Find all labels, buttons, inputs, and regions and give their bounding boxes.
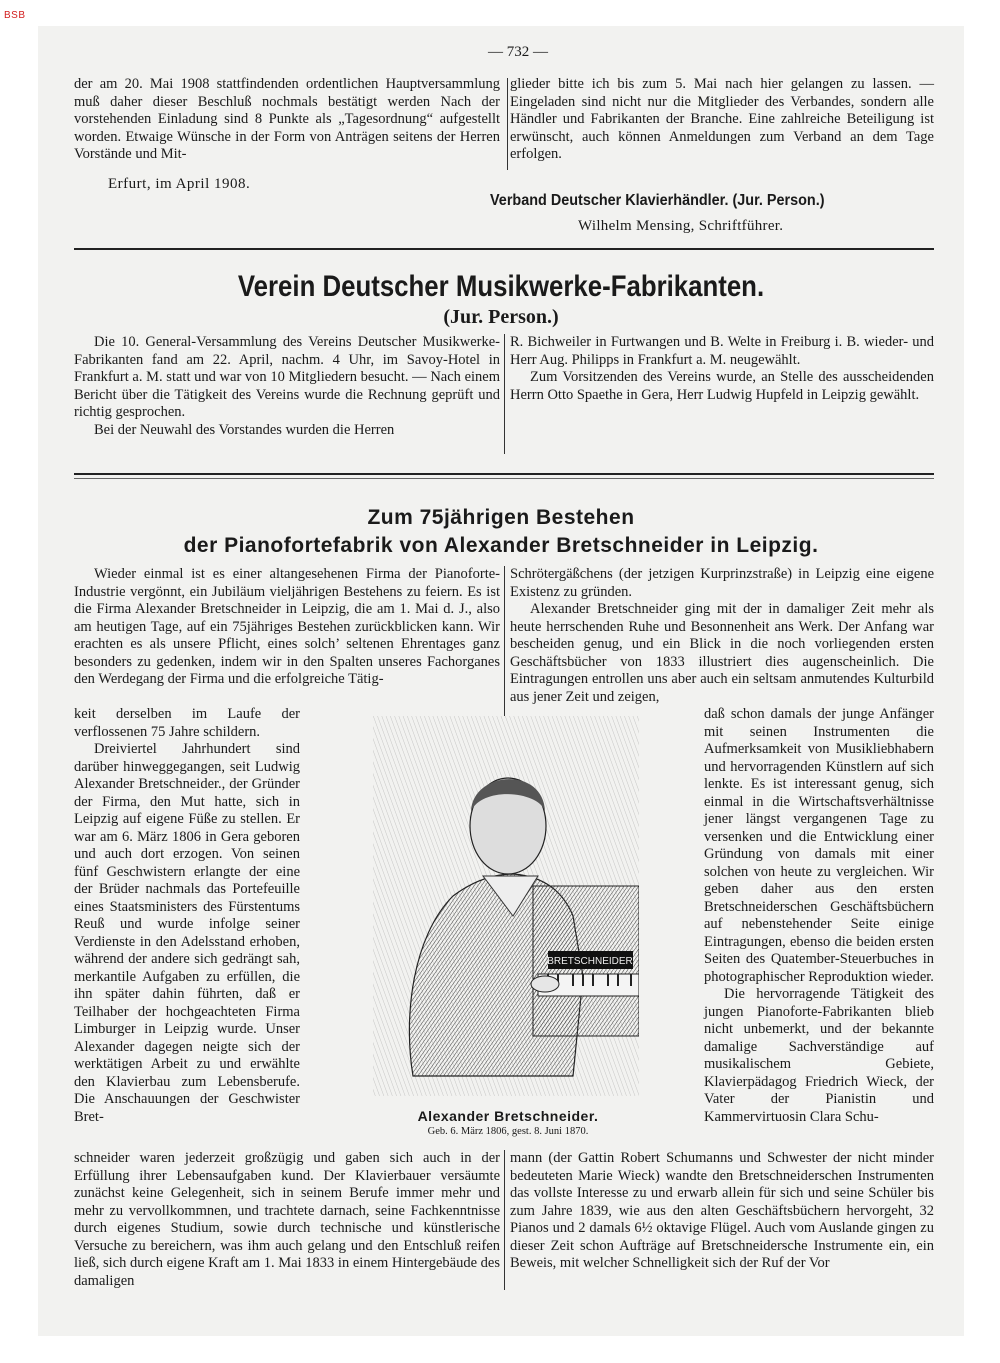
article-title-line-2: der Pianofortefabrik von Alexander Bretschneider in Leipzig. (183, 534, 819, 557)
top-right-column (510, 76, 934, 164)
paragraph: Schrötergäßchens (der jetzigen Kurprinzstraße) in Leipzig eine eigene Existenz zu gründen. (510, 566, 934, 600)
paragraph: Zum Vorsitzenden des Vereins wurde, an Stelle des ausscheidenden Herrn Otto Spaethe in Gera, Herr Ludwig Hupfeld in Leipzig gewählt. (510, 369, 934, 403)
column-divider (507, 78, 508, 170)
paragraph: schneider waren jederzeit großzügig und gaben sich auch in der Erfüllung ihrer Lebensaufgaben kund. Der Klavierbauer versäumte zunächst keine Gelegenheit, sich in seinem Berufe immer mehr und mehr zu vervollkommnen, und trachtete darnach, seine Fachkenntnisse durch eigenes Studium, sowie durch technische und künstlerische Versuche zu bereichern, was ihm auch gelang und den Entschluß reifen ließ, sich durch eigene Kraft am 1. Mai 1833 in einem Hintergebäude des damaligen (74, 1150, 500, 1289)
dateline: Erfurt, im April 1908. (108, 176, 251, 192)
paragraph: daß schon damals der junge Anfänger mit seinen Instrumenten die Aufmerksamkeit von Musikliebhabern und hervorragenden Künstlern auf sich lenkte. Es ist interessant genug, sich einmal in die Wirtschaftsverhältnisse jener längst vergangenen Tage zu versenken und die Entwicklung einer Gründung von damals mit einer solchen von heute zu vergleichen. Wir geben daher aus den ersten Bretschneiderschen Geschäftsbüchern auf nebenstehender Seite einige Eintragungen, ebenso die beiden ersten Seiten des Quatember-Steuerbuches in photographischer Reproduktion wieder. (704, 706, 934, 985)
verein-left-column (74, 334, 500, 439)
column-divider (504, 566, 505, 716)
article-right-top (510, 566, 934, 706)
paragraph: Alexander Bretschneider ging mit der in damaliger Zeit mehr als heute herrschenden Ruhe und Besonnenheit ans Werk. Der Anfang war bescheiden genug, und ein Blick in die noch vorliegenden ersten Geschäftsbücher von 1833 illustriert dies augenscheinlich. Die Eintragungen entrollen uns aber auch ein seltsam anmutendes Kulturbild aus jener Zeit und zeigen, (510, 601, 934, 705)
article-title-line-1: Zum 75jährigen Bestehen (367, 506, 635, 529)
article-right-bottom (510, 1150, 934, 1273)
library-stamp: BSB (4, 10, 26, 21)
paragraph: der am 20. Mai 1908 stattfindenden ordentlichen Hauptversammlung muß daher dieser Beschluß nochmals bestätigt werden Nach der vorstehenden Einladung sind 8 Punkte als „Tagesordnung“ aufgestellt worden. Etwaige Wünsche in der Form von Anträgen seitens der Herren Vorstände und Mit- (74, 76, 500, 162)
paragraph: Die hervorragende Tätigkeit des jungen Pianoforte-Fabrikanten blieb nicht unbemerkt, und der bekannte damalige Sachverständige auf musikalischem Gebiete, Klavierpädagog Friedrich Wieck, der Vater der Pianistin und Kammervirtuosin Clara Schu- (704, 986, 934, 1125)
column-divider (504, 1150, 505, 1290)
paragraph: keit derselben im Laufe der verflossenen 75 Jahre schildern. (74, 706, 300, 740)
paragraph: Dreiviertel Jahrhundert sind darüber hinweggegangen, seit Ludwig Alexander Bretschneider., der Gründer der Firma, den Mut hatte, sich in Leipzig auf eigene Füße zu stellen. Er war am 6. März 1806 in Gera geboren und auch dort erzogen. Von seinen fünf Geschwistern erlangte der eine der Brüder nachmals das Portefeuille eines Staatsministers des Fürstentums Reuß und wurde infolge seiner Verdienste in den Adelsstand erhoben, während der andere sich gedrängt sah, merkantile Aufgaben zu erfüllen, die ihn später dahin führten, daß er Teilhaber der hochgeachteten Firma Limburger in Leipzig wurde. Unser Alexander dagegen neigte sich der werktätigen Arbeit zu und erwählte den Klavierbau zum Lebensberufe. Die Anschauungen der Geschwister Bret- (74, 741, 300, 1125)
article-left-top (74, 566, 500, 689)
section-divider (74, 248, 934, 250)
verein-subtitle: (Jur. Person.) (443, 306, 559, 328)
signature-organization: Verband Deutscher Klavierhändler. (Jur. Person.) (490, 192, 825, 209)
page-number: — 732 — (488, 44, 548, 60)
verein-right-column (510, 334, 934, 404)
piano-label: BRETSCHNEIDER (547, 956, 633, 967)
paragraph: glieder bitte ich bis zum 5. Mai nach hier gelangen zu lassen. — Eingeladen sind nicht nur die Mitglieder des Verbandes, sondern alle Händler und Fabrikanten der Branche. Eine zahlreiche Beteiligung ist erwünscht, auch können Anmeldungen zum Verband an dem Tage erfolgen. (510, 76, 934, 162)
signature-person: Wilhelm Mensing, Schriftführer. (578, 218, 784, 234)
portrait-caption-name: Alexander Bretschneider. (417, 1108, 599, 1124)
paragraph: R. Bichweiler in Furtwangen und B. Welte in Freiburg i. B. wieder- und Herr Aug. Philipps in Frankfurt a. M. neugewählt. (510, 334, 934, 368)
portrait-caption-dates: Geb. 6. März 1806, gest. 8. Juni 1870. (427, 1126, 589, 1137)
article-right-narrow (704, 706, 934, 1126)
hand-shape (531, 976, 559, 992)
paragraph: mann (der Gattin Robert Schumanns und Schwester der nicht minder bedeuteten Marie Wieck) wandte den Bretschneiderschen Instrumenten das vollste Interesse zu und erwarb allein für sich und seine Schüler bis zum Jahre 1839, wie aus den alten Geschäftsbüchern hervorgeht, 32 Pianos und 2 damals 6½ oktavige Flügel. Auch vom Auslande gingen zu dieser Zeit schon Aufträge auf Bretschneidersche Instrumente ein, ein Beweis, mit welcher Schnelligkeit sich der Ruf der Vor (510, 1150, 934, 1271)
newspaper-page (38, 26, 964, 1336)
section-divider (74, 478, 934, 479)
section-divider (74, 473, 934, 475)
paragraph: Wieder einmal ist es einer altangesehenen Firma der Pianoforte-Industrie vergönnt, ein Jubiläum vieljährigen Bestehens zu feiern. Es ist die Firma Alexander Bretschneider in Leipzig, die am 1. Mai d. J., also am heutigen Tage, auf ein 75jähriges Bestehen zurückblicken kann. Wir erachten es als unsere Pflicht, eines solch’ seltenen Ehrentages ganz besonders zu gedenken, indem wir in den Spalten unseres Fachorganes den Werdegang der Firma und die erfolgreiche Tätig- (74, 566, 500, 687)
column-divider (504, 334, 505, 454)
article-left-bottom (74, 1150, 500, 1290)
verein-title: Verein Deutscher Musikwerke-Fabrikanten. (237, 270, 765, 303)
paragraph: Bei der Neuwahl des Vorstandes wurden die Herren (94, 421, 395, 438)
paragraph: Die 10. General-Versammlung des Vereins Deutscher Musikwerke-Fabrikanten fand am 22. April, nachm. 4 Uhr, im Savoy-Hotel in Frankfurt a. M. statt und war von 10 Mitgliedern besucht. — Nach einem Bericht über die Tätigkeit des Vereins wurde die Rechnung geprüft und richtig gesprochen. (74, 334, 500, 420)
article-left-narrow (74, 706, 300, 1126)
portrait-engraving (373, 716, 639, 1096)
top-left-column (74, 76, 500, 164)
